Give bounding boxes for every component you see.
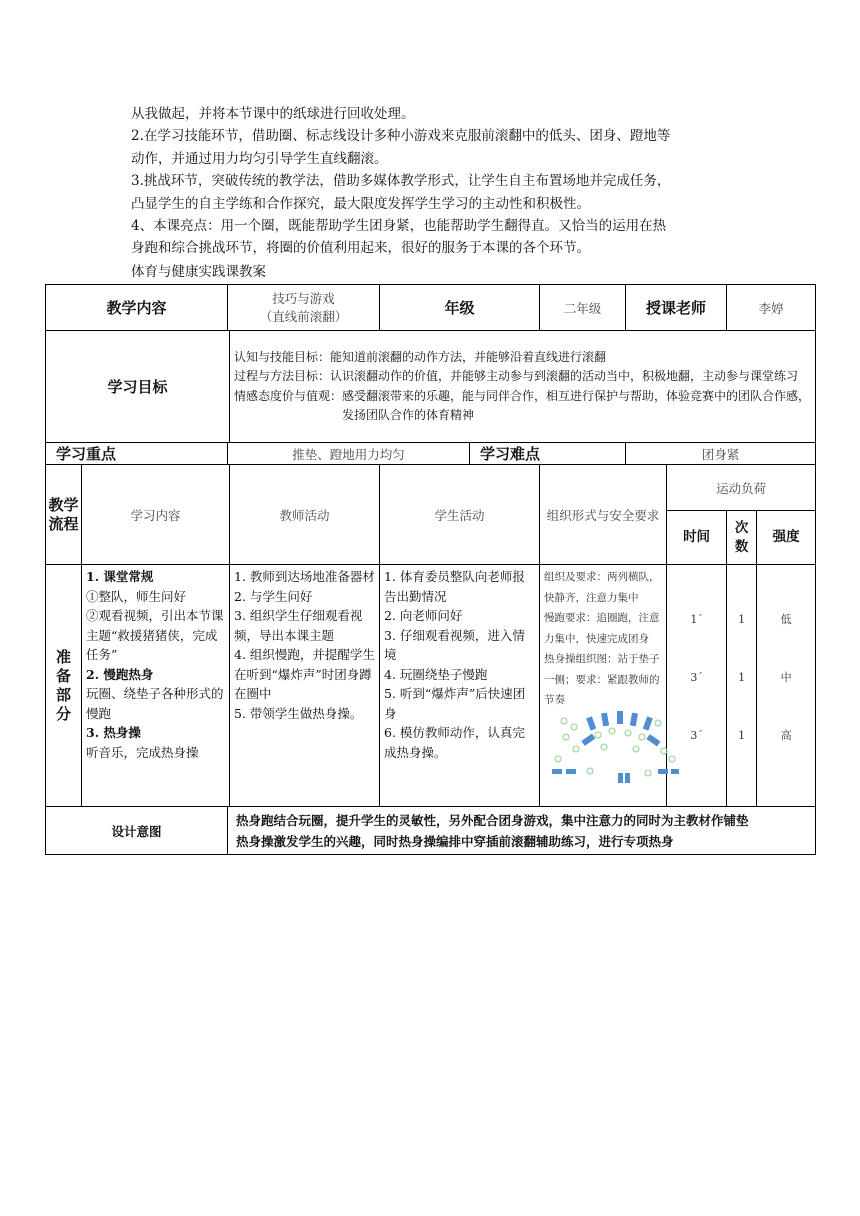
mat-icon: [566, 769, 576, 774]
design-intent-line: 热身操激发学生的兴趣，同时热身操编排中穿插前滚翻辅助练习，进行专项热身: [236, 833, 674, 849]
intro-line: 2.在学习技能环节，借助圈、标志线设计多种小游戏来克服前滚翻中的低头、团身、蹬地等: [131, 128, 671, 145]
hoop-icon: [595, 732, 601, 738]
organization-header: 组织形式与安全要求: [540, 465, 667, 565]
teacher-activity-item: 4. 组织慢跑，并提醒学生在听到“爆炸声”时团身蹲在圈中: [234, 647, 375, 701]
design-intent-line: 热身跑结合玩圈，提升学生的灵敏性，另外配合团身游戏，集中注意力的同时为主教材作铺垫: [236, 812, 749, 828]
objective-text: 能知道前滚翻的动作方法，并能够沿着直线进行滚翻: [330, 349, 607, 364]
hoop-icon: [601, 744, 607, 750]
time-header: 时间: [667, 511, 727, 565]
intro-line: 3.挑战环节，突破传统的教学法，借助多媒体教学形式，让学生自主布置场地并完成任务，: [131, 173, 671, 190]
prep-teacher-activity: [230, 565, 380, 807]
hoop-icon: [625, 730, 631, 736]
student-activity-item: 4. 玩圈绕垫子慢跑: [384, 666, 488, 682]
prep-row: [46, 565, 816, 807]
objective-text: 感受翻滚带来的乐趣，能与同伴合作，相互进行保护与帮助，体验竞赛中的团队合作感，发扬团队合作的体育精神: [342, 388, 811, 422]
objective-item: [234, 387, 811, 426]
load-count: 1: [738, 613, 746, 626]
hoop-icon: [555, 756, 561, 762]
hoop-icon: [661, 748, 667, 754]
hoop-icon: [561, 718, 567, 724]
load-intensity-cell: [757, 565, 816, 807]
content-value-line: 技巧与游戏: [272, 290, 335, 306]
org-item: 组织及要求：两列横队，快静齐，注意力集中: [544, 571, 660, 604]
load-count-cell: [727, 565, 757, 807]
content-heading: 3. 热身操: [86, 725, 141, 740]
load-time: 1´: [690, 613, 703, 626]
prep-learning-content: [82, 565, 230, 807]
objective-label: 认知与技能目标：: [234, 349, 331, 364]
hoop-icon: [571, 724, 577, 730]
objective-label: 过程与方法目标：: [234, 369, 331, 383]
objectives-list: [230, 331, 816, 443]
prep-section-label: 准备部分: [46, 565, 82, 807]
content-heading: 1. 课堂常规: [86, 569, 154, 584]
teacher-activity-item: 5. 带领学生做热身操。: [234, 705, 363, 721]
mat-icon: [671, 769, 679, 774]
objectives-label: 学习目标: [46, 331, 230, 443]
mat-icon: [643, 716, 653, 730]
lesson-plan-table: [45, 284, 816, 855]
hoop-icon: [573, 746, 579, 752]
intro-line: 身跑和综合挑战环节，将圈的价值利用起来，很好的服务于本课的各个环节。: [131, 240, 590, 257]
content-heading: 2. 慢跑热身: [86, 666, 154, 682]
mat-icon: [646, 734, 660, 746]
student-activity-header: 学生活动: [380, 465, 540, 565]
org-item: 热身操组织图：站于垫子一侧；要求：紧跟教师的节奏: [544, 653, 660, 706]
load-intensity: 高: [780, 729, 792, 742]
student-activity-item: 2. 向老师问好: [384, 608, 463, 623]
focus-row: [46, 443, 816, 465]
hoop-icon: [669, 756, 675, 762]
content-text: 听音乐，完成热身操: [86, 744, 199, 760]
hoop-icon: [645, 770, 651, 776]
content-text: ①整队，师生问好: [86, 588, 187, 604]
content-text: ②观看视频，引出本节课主题“救援猪猪侠，完成任务”: [86, 608, 224, 662]
student-activity-item: 3. 仔细观看视频，进入情境: [384, 627, 525, 662]
mat-icon: [581, 733, 595, 745]
intro-line: 4、本课亮点：用一个圈，既能帮助学生团身紧，也能帮助学生翻得直。又恰当的运用在热: [131, 218, 667, 235]
design-intent-row: [46, 807, 816, 855]
flow-label: 教学流程: [46, 465, 82, 565]
student-activity-item: 1. 体育委员整队向老师报告出勤情况: [384, 569, 525, 604]
difficulty-label: 学习难点: [470, 443, 626, 465]
hoop-icon: [563, 734, 569, 740]
mat-icon: [586, 716, 596, 730]
load-count: 1: [738, 671, 746, 684]
content-value-line: （直线前滚翻）: [259, 308, 348, 324]
student-activity-item: 5. 听到“爆炸声”后快速团身: [384, 686, 526, 721]
load-intensity: 中: [780, 671, 792, 684]
teacher-activity-item: 1. 教师到达场地准备器材: [234, 569, 375, 584]
teacher-value: 李婷: [727, 285, 816, 331]
load-time: 3´: [690, 729, 703, 742]
grade-label: 年级: [380, 285, 540, 331]
key-point-value: 推垫、蹬地用力均匀: [228, 443, 470, 465]
teacher-activity-item: 3. 组织学生仔细观看视频，导出本课主题: [234, 608, 363, 643]
load-intensity: 低: [780, 613, 792, 626]
process-header-row: [46, 465, 816, 511]
hoop-icon: [633, 746, 639, 752]
intro-text: [131, 103, 741, 260]
mat-icon: [552, 769, 562, 774]
grade-value: 二年级: [540, 285, 626, 331]
objective-item: [234, 367, 811, 387]
hoop-icon: [609, 728, 615, 734]
teacher-activity-item: 2. 与学生问好: [234, 588, 313, 604]
learning-content-header: 学习内容: [82, 465, 230, 565]
intro-line: 凸显学生的自主学练和合作探究，最大限度发挥学生学习的主动性和积极性。: [131, 195, 590, 212]
exercise-load-header: 运动负荷: [667, 465, 816, 511]
mat-icon: [658, 769, 668, 774]
mat-icon: [625, 773, 630, 783]
mat-icon: [618, 773, 623, 783]
prep-organization: [540, 565, 667, 807]
design-intent-label: 设计意图: [46, 807, 228, 855]
content-label: 教学内容: [46, 285, 228, 331]
prep-student-activity: [380, 565, 540, 807]
intro-line: 从我做起，并将本节课中的纸球进行回收处理。: [131, 106, 415, 122]
intro-line: 动作，并通过用力均匀引导学生直线翻滚。: [131, 150, 388, 167]
teacher-label: 授课老师: [626, 285, 727, 331]
mat-icon: [630, 712, 638, 726]
objective-text: 认识滚翻动作的价值，并能够主动参与到滚翻的活动当中，积极地翻，主动参与课堂练习: [330, 369, 799, 383]
intensity-header: 强度: [757, 511, 816, 565]
content-value: [228, 285, 380, 331]
hoop-icon: [587, 768, 593, 774]
student-activity-item: 6. 模仿教师动作，认真完成热身操。: [384, 725, 525, 760]
document-title: 体育与健康实践课教案: [131, 264, 266, 280]
hoop-icon: [639, 734, 645, 740]
load-count: 1: [738, 729, 746, 742]
difficulty-value: 团身紧: [626, 443, 816, 465]
header-row: [46, 285, 816, 331]
count-header: 次数: [727, 511, 757, 565]
hoop-icon: [655, 720, 661, 726]
design-intent-text: [228, 807, 816, 855]
warmup-formation-diagram: [544, 711, 680, 793]
org-item: 慢跑要求：追圈跑，注意力集中，快速完成团身: [544, 612, 660, 645]
mat-icon: [617, 711, 623, 724]
objective-item: [234, 348, 811, 368]
objective-label: 情感态度价与值观：: [234, 388, 343, 403]
load-time: 3´: [690, 671, 703, 684]
teacher-activity-header: 教师活动: [230, 465, 380, 565]
key-point-label: 学习重点: [46, 443, 228, 465]
objectives-row: [46, 331, 816, 443]
mat-icon: [601, 712, 609, 726]
content-text: 玩圈、绕垫子各种形式的慢跑: [86, 686, 224, 721]
